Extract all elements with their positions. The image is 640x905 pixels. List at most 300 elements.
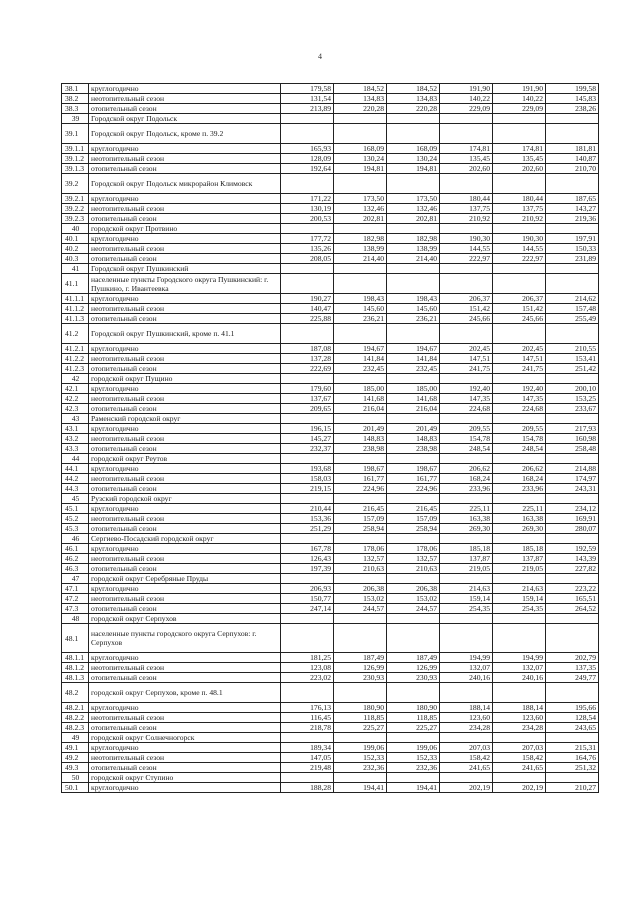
tariff-value: 132,07: [440, 663, 493, 673]
row-label: Раменский городской округ: [89, 414, 281, 424]
tariff-value: 194,99: [440, 653, 493, 663]
tariff-value: 202,81: [387, 214, 440, 224]
tariff-value: [387, 324, 440, 344]
tariff-value: 126,99: [387, 663, 440, 673]
table-row: [62, 164, 599, 174]
tariff-value: [281, 114, 334, 124]
tariff-value: 244,57: [387, 604, 440, 614]
row-code: 47: [62, 574, 89, 584]
row-label: круглогодично: [89, 294, 281, 304]
tariff-value: [387, 454, 440, 464]
tariff-value: 187,08: [281, 344, 334, 354]
tariff-value: 236,21: [334, 314, 387, 324]
tariff-value: 209,55: [493, 424, 546, 434]
tariff-value: [546, 274, 599, 294]
tariff-value: 206,62: [493, 464, 546, 474]
tariff-value: 195,66: [546, 703, 599, 713]
tariff-value: [387, 773, 440, 783]
table-row: [62, 753, 599, 763]
tariff-value: 222,97: [440, 254, 493, 264]
tariff-value: 135,45: [440, 154, 493, 164]
row-label: отопительный сезон: [89, 314, 281, 324]
row-label: круглогодично: [89, 384, 281, 394]
tariff-value: 174,81: [493, 144, 546, 154]
row-code: 41.2.2: [62, 354, 89, 364]
tariff-value: [334, 614, 387, 624]
tariff-value: [334, 324, 387, 344]
row-label: Сергиево-Посадский городской округ: [89, 534, 281, 544]
table-row: [62, 344, 599, 354]
section-row: [62, 454, 599, 464]
tariff-value: 251,32: [546, 763, 599, 773]
tariff-value: [281, 614, 334, 624]
tariff-value: 160,98: [546, 434, 599, 444]
tariff-value: [440, 773, 493, 783]
tariff-value: 216,04: [334, 404, 387, 414]
tariff-value: 219,05: [440, 564, 493, 574]
section-row: [62, 773, 599, 783]
tariff-value: 248,54: [493, 444, 546, 454]
table-row: [62, 713, 599, 723]
row-label: круглогодично: [89, 783, 281, 793]
tariff-value: 198,43: [387, 294, 440, 304]
tariff-value: 192,40: [440, 384, 493, 394]
tariff-value: 168,24: [440, 474, 493, 484]
tariff-value: [281, 324, 334, 344]
row-label: городской округ Серпухов, кроме п. 48.1: [89, 683, 281, 703]
tariff-value: [334, 124, 387, 144]
tariff-value: [334, 264, 387, 274]
tariff-value: 178,06: [387, 544, 440, 554]
row-code: 48.2.3: [62, 723, 89, 733]
tariff-value: 280,07: [546, 524, 599, 534]
row-label: неотопительный сезон: [89, 713, 281, 723]
row-label: неотопительный сезон: [89, 753, 281, 763]
table-row: [62, 204, 599, 214]
row-code: 50: [62, 773, 89, 783]
tariff-value: 233,96: [493, 484, 546, 494]
tariff-value: 153,36: [281, 514, 334, 524]
row-label: отопительный сезон: [89, 524, 281, 534]
tariff-value: 225,88: [281, 314, 334, 324]
tariff-value: 167,78: [281, 544, 334, 554]
tariff-value: 137,75: [440, 204, 493, 214]
row-code: 48: [62, 614, 89, 624]
tariff-value: 188,14: [493, 703, 546, 713]
tariff-value: 140,22: [493, 94, 546, 104]
tariff-value: [493, 494, 546, 504]
tariff-value: 206,37: [493, 294, 546, 304]
tariff-value: 233,67: [546, 404, 599, 414]
tariff-value: [546, 494, 599, 504]
row-label: городской округ Ступино: [89, 773, 281, 783]
tariff-value: 202,19: [493, 783, 546, 793]
row-label: неотопительный сезон: [89, 554, 281, 564]
row-code: 49.3: [62, 763, 89, 773]
row-code: 45: [62, 494, 89, 504]
table-row: [62, 783, 599, 793]
tariff-value: [387, 733, 440, 743]
tariff-value: [334, 733, 387, 743]
table-row: [62, 394, 599, 404]
tariff-value: 194,81: [387, 164, 440, 174]
tariff-value: 148,83: [387, 434, 440, 444]
row-code: 40.1: [62, 234, 89, 244]
tariff-value: 210,44: [281, 504, 334, 514]
row-code: 44.1: [62, 464, 89, 474]
row-label: неотопительный сезон: [89, 663, 281, 673]
tariff-value: 154,78: [440, 434, 493, 444]
row-code: 39.1: [62, 124, 89, 144]
row-code: 46: [62, 534, 89, 544]
table-row: [62, 514, 599, 524]
tariff-value: 185,18: [440, 544, 493, 554]
tariff-value: 208,05: [281, 254, 334, 264]
table-row: [62, 544, 599, 554]
table-row: [62, 504, 599, 514]
tariff-value: 210,92: [493, 214, 546, 224]
tariff-value: 153,41: [546, 354, 599, 364]
row-code: 42.3: [62, 404, 89, 414]
tariff-value: 238,26: [546, 104, 599, 114]
tariff-value: [281, 733, 334, 743]
tariff-value: 140,22: [440, 94, 493, 104]
row-code: 43.3: [62, 444, 89, 454]
tariff-value: 247,14: [281, 604, 334, 614]
tariff-value: 197,39: [281, 564, 334, 574]
tariff-value: 214,63: [440, 584, 493, 594]
table-row: [62, 554, 599, 564]
tariff-value: 200,53: [281, 214, 334, 224]
tariff-value: [387, 414, 440, 424]
row-code: 42: [62, 374, 89, 384]
tariff-value: 202,60: [440, 164, 493, 174]
tariff-value: 198,67: [334, 464, 387, 474]
row-code: 47.3: [62, 604, 89, 614]
row-label: городской округ Серпухов: [89, 614, 281, 624]
tariff-value: 137,35: [546, 663, 599, 673]
row-label: неотопительный сезон: [89, 354, 281, 364]
row-code: 39.1.2: [62, 154, 89, 164]
subsection-row: [62, 274, 599, 294]
tariff-value: 159,14: [440, 594, 493, 604]
tariff-value: 153,02: [334, 594, 387, 604]
tariff-value: 134,83: [387, 94, 440, 104]
tariff-value: [493, 274, 546, 294]
tariff-value: 123,08: [281, 663, 334, 673]
row-code: 49.2: [62, 753, 89, 763]
tariff-value: 243,65: [546, 723, 599, 733]
tariff-value: [281, 374, 334, 384]
tariff-value: [440, 224, 493, 234]
tariff-value: 193,68: [281, 464, 334, 474]
row-code: 48.1: [62, 624, 89, 653]
section-row: [62, 494, 599, 504]
tariff-value: 145,60: [334, 304, 387, 314]
tariff-value: [493, 324, 546, 344]
tariff-value: 202,45: [440, 344, 493, 354]
tariff-value: 173,50: [387, 194, 440, 204]
tariff-value: 201,49: [387, 424, 440, 434]
tariff-value: 163,38: [440, 514, 493, 524]
tariff-value: [387, 264, 440, 274]
row-label: отопительный сезон: [89, 104, 281, 114]
tariff-value: 126,43: [281, 554, 334, 564]
row-code: 41.1.2: [62, 304, 89, 314]
table-row: [62, 254, 599, 264]
row-label: круглогодично: [89, 544, 281, 554]
tariff-value: 137,75: [493, 204, 546, 214]
tariff-value: 137,28: [281, 354, 334, 364]
tariff-value: [334, 624, 387, 653]
tariff-value: 254,35: [440, 604, 493, 614]
tariff-value: 137,87: [493, 554, 546, 564]
row-code: 38.1: [62, 84, 89, 94]
tariff-value: 144,55: [440, 244, 493, 254]
tariff-value: 202,60: [493, 164, 546, 174]
tariff-value: 218,78: [281, 723, 334, 733]
tariff-value: 230,93: [387, 673, 440, 683]
tariff-value: [387, 114, 440, 124]
subsection-row: [62, 324, 599, 344]
tariff-value: 190,30: [493, 234, 546, 244]
tariff-value: 224,96: [334, 484, 387, 494]
tariff-value: 151,42: [493, 304, 546, 314]
row-label: населенные пункты Городского округа Пушкинский: г. Пушкино, г. Ивантеевка: [89, 274, 281, 294]
tariff-value: 220,28: [334, 104, 387, 114]
tariff-value: [493, 534, 546, 544]
tariff-value: [440, 683, 493, 703]
tariff-value: 234,28: [440, 723, 493, 733]
tariff-value: 233,96: [440, 484, 493, 494]
tariff-value: 188,28: [281, 783, 334, 793]
tariff-value: [281, 224, 334, 234]
tariff-value: [440, 174, 493, 194]
tariff-value: 177,72: [281, 234, 334, 244]
row-label: Городской округ Подольск, кроме п. 39.2: [89, 124, 281, 144]
row-label: круглогодично: [89, 234, 281, 244]
tariff-value: 231,89: [546, 254, 599, 264]
table-row: [62, 234, 599, 244]
tariff-value: 147,05: [281, 753, 334, 763]
tariff-value: 130,24: [334, 154, 387, 164]
row-label: неотопительный сезон: [89, 434, 281, 444]
tariff-value: [281, 574, 334, 584]
tariff-value: [281, 414, 334, 424]
tariff-value: 192,40: [493, 384, 546, 394]
tariff-value: 165,93: [281, 144, 334, 154]
table-row: [62, 384, 599, 394]
row-code: 42.1: [62, 384, 89, 394]
row-label: Городской округ Подольск: [89, 114, 281, 124]
row-label: отопительный сезон: [89, 723, 281, 733]
tariff-value: 132,57: [387, 554, 440, 564]
tariff-value: 192,64: [281, 164, 334, 174]
table-row: [62, 154, 599, 164]
tariff-value: 158,03: [281, 474, 334, 484]
tariff-value: [493, 733, 546, 743]
tariff-value: [334, 414, 387, 424]
table-row: [62, 294, 599, 304]
tariff-value: 180,90: [334, 703, 387, 713]
tariff-value: 214,62: [546, 294, 599, 304]
tariff-value: 130,24: [387, 154, 440, 164]
tariff-value: 116,45: [281, 713, 334, 723]
tariff-value: 191,90: [493, 84, 546, 94]
tariff-value: [387, 624, 440, 653]
table-row: [62, 564, 599, 574]
row-code: 38.3: [62, 104, 89, 114]
tariff-value: 150,77: [281, 594, 334, 604]
tariff-value: 232,36: [387, 763, 440, 773]
row-code: 39.2.2: [62, 204, 89, 214]
tariff-value: 223,22: [546, 584, 599, 594]
tariff-value: [440, 414, 493, 424]
row-code: 43: [62, 414, 89, 424]
tariff-value: 140,47: [281, 304, 334, 314]
tariff-value: 243,31: [546, 484, 599, 494]
tariff-value: [493, 114, 546, 124]
row-label: отопительный сезон: [89, 444, 281, 454]
tariff-value: 232,36: [334, 763, 387, 773]
tariff-value: 224,68: [440, 404, 493, 414]
row-code: 44.3: [62, 484, 89, 494]
row-label: круглогодично: [89, 584, 281, 594]
tariff-value: [546, 733, 599, 743]
row-label: Городской округ Подольск микрорайон Климовск: [89, 174, 281, 194]
table-row: [62, 763, 599, 773]
tariff-value: 202,19: [440, 783, 493, 793]
tariff-value: 147,35: [493, 394, 546, 404]
section-row: [62, 374, 599, 384]
row-label: отопительный сезон: [89, 673, 281, 683]
tariff-value: 225,27: [334, 723, 387, 733]
tariff-value: 255,49: [546, 314, 599, 324]
tariff-value: [334, 174, 387, 194]
tariff-value: 210,63: [387, 564, 440, 574]
tariff-value: [281, 773, 334, 783]
tariff-value: 194,41: [387, 783, 440, 793]
tariff-value: [387, 224, 440, 234]
row-label: круглогодично: [89, 653, 281, 663]
row-code: 41.2.3: [62, 364, 89, 374]
tariff-value: 185,00: [387, 384, 440, 394]
table-row: [62, 663, 599, 673]
tariff-value: 123,60: [493, 713, 546, 723]
row-label: круглогодично: [89, 424, 281, 434]
table-row: [62, 703, 599, 713]
row-code: 42.2: [62, 394, 89, 404]
tariff-value: [334, 274, 387, 294]
row-label: отопительный сезон: [89, 214, 281, 224]
tariff-value: 148,83: [334, 434, 387, 444]
tariff-value: 180,90: [387, 703, 440, 713]
tariff-value: 194,41: [334, 783, 387, 793]
table-row: [62, 434, 599, 444]
tariff-value: [546, 534, 599, 544]
table-row: [62, 604, 599, 614]
tariff-value: 219,15: [281, 484, 334, 494]
tariff-value: 184,52: [334, 84, 387, 94]
tariff-value: 216,04: [387, 404, 440, 414]
tariff-value: [546, 224, 599, 234]
tariff-value: 198,67: [387, 464, 440, 474]
tariff-value: 202,81: [334, 214, 387, 224]
tariff-value: 140,87: [546, 154, 599, 164]
tariff-value: 132,46: [334, 204, 387, 214]
row-label: населенные пункты городского округа Серпухов: г. Серпухов: [89, 624, 281, 653]
tariff-value: [334, 534, 387, 544]
tariff-value: 132,07: [493, 663, 546, 673]
tariff-value: 150,33: [546, 244, 599, 254]
tariff-value: 219,48: [281, 763, 334, 773]
tariff-value: 214,40: [387, 254, 440, 264]
tariff-value: 224,96: [387, 484, 440, 494]
tariff-value: 123,60: [440, 713, 493, 723]
tariff-value: [387, 124, 440, 144]
tariff-value: [493, 174, 546, 194]
table-row: [62, 104, 599, 114]
tariff-value: 209,65: [281, 404, 334, 414]
row-label: круглогодично: [89, 504, 281, 514]
row-code: 39: [62, 114, 89, 124]
row-code: 43.2: [62, 434, 89, 444]
row-code: 48.1.3: [62, 673, 89, 683]
tariff-value: 143,27: [546, 204, 599, 214]
row-label: городской округ Серебряные Пруды: [89, 574, 281, 584]
row-code: 39.2: [62, 174, 89, 194]
tariff-value: 230,93: [334, 673, 387, 683]
tariff-value: 190,27: [281, 294, 334, 304]
section-row: [62, 264, 599, 274]
table-row: [62, 84, 599, 94]
tariff-value: 199,06: [334, 743, 387, 753]
tariff-value: 184,52: [387, 84, 440, 94]
tariff-value: 206,38: [334, 584, 387, 594]
tariff-value: [493, 574, 546, 584]
tariff-value: 238,98: [334, 444, 387, 454]
tariff-value: 181,25: [281, 653, 334, 663]
section-row: [62, 414, 599, 424]
tariff-value: 161,77: [334, 474, 387, 484]
tariff-value: 241,75: [493, 364, 546, 374]
row-code: 47.1: [62, 584, 89, 594]
tariff-value: 251,29: [281, 524, 334, 534]
table-row: [62, 743, 599, 753]
table-row: [62, 244, 599, 254]
tariff-value: [281, 274, 334, 294]
tariff-value: 236,21: [387, 314, 440, 324]
tariff-value: 128,54: [546, 713, 599, 723]
row-label: неотопительный сезон: [89, 204, 281, 214]
tariff-value: 171,22: [281, 194, 334, 204]
tariff-value: 141,68: [387, 394, 440, 404]
tariff-value: 244,57: [334, 604, 387, 614]
tariff-value: 132,57: [334, 554, 387, 564]
row-label: неотопительный сезон: [89, 244, 281, 254]
row-code: 41.2.1: [62, 344, 89, 354]
table-row: [62, 304, 599, 314]
tariff-value: 157,48: [546, 304, 599, 314]
tariff-value: 234,28: [493, 723, 546, 733]
tariff-value: 135,26: [281, 244, 334, 254]
row-label: круглогодично: [89, 194, 281, 204]
row-label: отопительный сезон: [89, 763, 281, 773]
tariff-value: 153,02: [387, 594, 440, 604]
tariff-value: 157,09: [387, 514, 440, 524]
tariff-value: 145,27: [281, 434, 334, 444]
tariff-value: 185,18: [493, 544, 546, 554]
